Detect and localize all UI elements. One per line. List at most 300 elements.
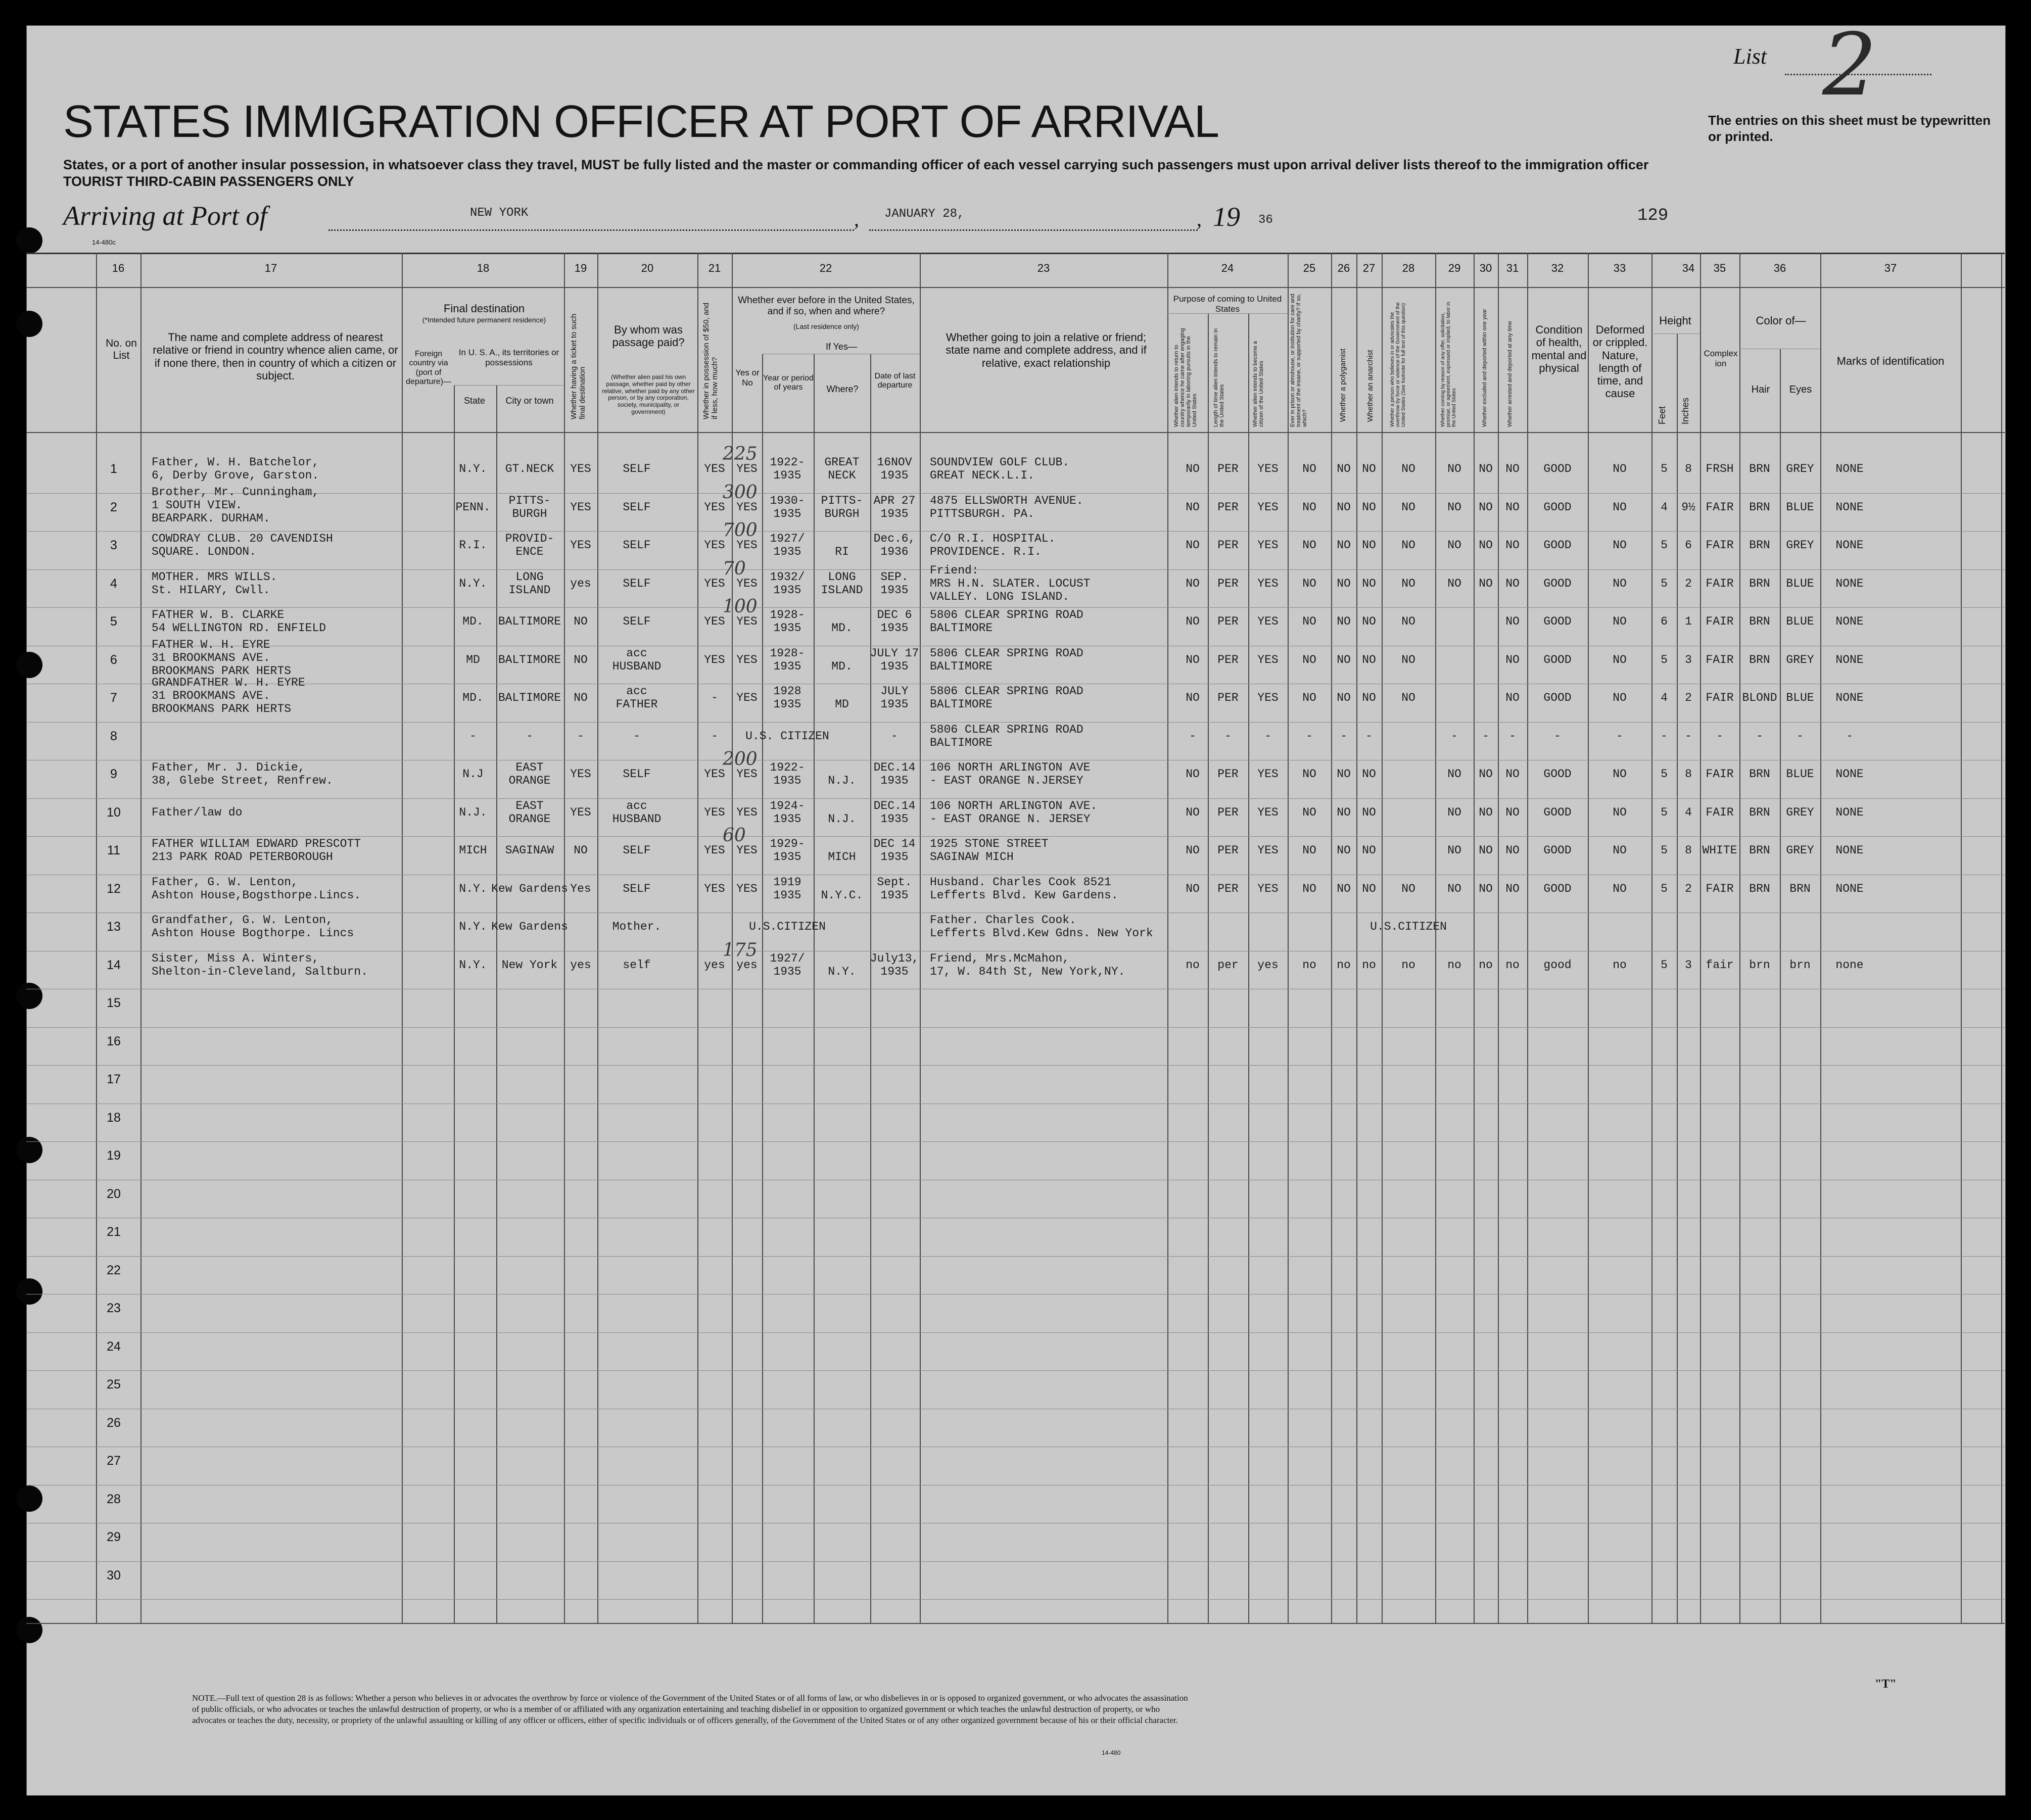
cell-join: PITTSBURGH. PA. xyxy=(930,507,1035,520)
cell-join: MRS H.N. SLATER. LOCUST xyxy=(930,577,1091,590)
cell-feet: 5 xyxy=(1661,959,1668,972)
cell-departure: DEC.14 xyxy=(873,761,916,774)
header-eyes: Eyes xyxy=(1789,384,1812,395)
cell-years: 1922- xyxy=(770,456,805,469)
cell-citizen: YES xyxy=(1257,501,1279,514)
cell-q31: NO xyxy=(1505,462,1520,475)
cell-relative: Shelton-in-Cleveland, Saltburn. xyxy=(152,965,368,978)
cell-departure: JULY 17 xyxy=(870,647,919,660)
handwritten-amount: 70 xyxy=(723,558,746,579)
cell-return: NO xyxy=(1186,615,1200,628)
cell-relative: MOTHER. MRS WILLS. xyxy=(152,570,277,584)
footer-form-code: 14-480 xyxy=(1102,1749,1121,1756)
cell-join: PROVIDENCE. R.I. xyxy=(930,545,1042,558)
cell-city: BALTIMORE xyxy=(498,691,561,704)
cell-departure: 1935 xyxy=(880,774,909,787)
cell-departure: 1935 xyxy=(880,965,909,978)
cell-state: N.Y. xyxy=(459,577,487,590)
cell-state: MD xyxy=(466,653,480,666)
cell-health: GOOD xyxy=(1543,539,1572,552)
cell-relative: BROOKMANS PARK HERTS xyxy=(152,664,292,678)
cell-deformed: NO xyxy=(1613,501,1627,514)
header-ticket: Whether having a ticket to such final destination xyxy=(570,313,587,419)
header-deformed: Deformed or crippled. Nature, length of time, and cause xyxy=(1592,323,1648,400)
cell-q31: - xyxy=(1509,730,1516,743)
row-rule xyxy=(26,1332,2005,1333)
punch-hole xyxy=(16,1137,42,1163)
cell-departure: 1935 xyxy=(880,469,909,482)
cell-before: YES xyxy=(736,806,758,819)
cell-q28: NO xyxy=(1401,577,1415,590)
header-if-yes: If Yes— xyxy=(825,342,858,352)
cell-marks: NONE xyxy=(1835,806,1864,819)
cell-join: 106 NORTH ARLINGTON AVE. xyxy=(930,799,1098,812)
header-return-intent: Whether alien intends to return to country whence he came after engaging temporarily in laboring pursuits in the United States xyxy=(1173,328,1198,427)
punch-hole xyxy=(16,311,42,337)
punch-hole xyxy=(16,227,42,254)
cell-prison: NO xyxy=(1302,501,1316,514)
row-number: 18 xyxy=(107,1110,121,1125)
cell-q29: NO xyxy=(1447,577,1461,590)
cell-q28: U.S.CITIZEN xyxy=(1370,920,1447,933)
cell-marks: NONE xyxy=(1835,768,1864,781)
column-number: 36 xyxy=(1773,262,1786,274)
cell-paid: SELF xyxy=(623,539,651,552)
cell-paid: SELF xyxy=(623,882,651,895)
row-number: 1 xyxy=(110,462,117,476)
arrival-date: JANUARY 28, xyxy=(884,207,965,221)
cell-q28: NO xyxy=(1401,653,1415,666)
cell-q31: NO xyxy=(1505,768,1520,781)
cell-inches: 9½ xyxy=(1681,501,1695,514)
punch-hole xyxy=(16,652,42,678)
cell-q31: NO xyxy=(1505,691,1520,704)
column-rule xyxy=(1356,253,1357,1623)
column-rule xyxy=(1288,253,1289,1623)
cell-eyes: GREY xyxy=(1786,844,1814,857)
cell-money: YES xyxy=(704,577,725,590)
cell-return: NO xyxy=(1186,539,1200,552)
row-rule xyxy=(1167,313,1288,314)
cell-years: 1935 xyxy=(773,965,801,978)
cell-money: - xyxy=(711,691,718,704)
cell-length: PER xyxy=(1217,577,1239,590)
column-rule xyxy=(564,253,565,1623)
cell-inches: 1 xyxy=(1685,615,1692,628)
cell-return: NO xyxy=(1186,768,1200,781)
column-number: 20 xyxy=(641,262,654,274)
list-label: List xyxy=(1733,44,1767,69)
cell-prison: NO xyxy=(1302,615,1316,628)
cell-complexion: fair xyxy=(1706,959,1734,972)
cell-money: YES xyxy=(704,844,725,857)
cell-where: N.Y.C. xyxy=(821,889,863,902)
cell-where: MD. xyxy=(831,660,853,673)
cell-complexion: WHITE xyxy=(1702,844,1737,857)
row-rule xyxy=(26,1623,2005,1624)
column-number: 16 xyxy=(112,262,125,274)
cell-hair: BRN xyxy=(1749,882,1770,895)
cell-q31: no xyxy=(1505,959,1520,972)
header-question-28: Whether a person who believes in or advocates the overthrow by force or violence of the Government of the United States (See footnote for full text of this question) xyxy=(1390,302,1406,427)
cell-polygamist: NO xyxy=(1337,691,1351,704)
cell-join: Lefferts Blvd.Kew Gdns. New York xyxy=(930,927,1153,940)
cell-departure: 1936 xyxy=(880,545,909,558)
row-number: 6 xyxy=(110,652,117,667)
cell-complexion: - xyxy=(1716,730,1723,743)
cell-citizen: YES xyxy=(1257,882,1279,895)
cell-polygamist: no xyxy=(1337,959,1351,972)
cell-before: YES xyxy=(736,539,758,552)
cell-q30: NO xyxy=(1479,882,1493,895)
cell-years: 1935 xyxy=(773,660,801,673)
column-rule xyxy=(1700,253,1701,1623)
cell-citizen: YES xyxy=(1257,539,1279,552)
cell-citizen: YES xyxy=(1257,768,1279,781)
header-year: Year or period of years xyxy=(763,374,814,392)
cell-where: N.Y. xyxy=(828,965,856,978)
cell-polygamist: NO xyxy=(1337,653,1351,666)
cell-q31: NO xyxy=(1505,615,1520,628)
cell-join: SOUNDVIEW GOLF CLUB. xyxy=(930,456,1070,469)
row-rule xyxy=(26,493,2005,494)
cell-join: BALTIMORE xyxy=(930,660,993,673)
column-number: 28 xyxy=(1402,262,1415,274)
header-foreign-country: Foreign country via (port of departure)— xyxy=(406,350,451,387)
header-inches: Inches xyxy=(1680,397,1690,424)
cell-departure: 1935 xyxy=(880,507,909,520)
cell-inches: - xyxy=(1685,730,1692,743)
row-number: 23 xyxy=(107,1301,121,1315)
cell-citizen: YES xyxy=(1257,615,1279,628)
cell-paid: SELF xyxy=(623,768,651,781)
column-rule xyxy=(402,253,403,1623)
column-number: 32 xyxy=(1551,262,1564,274)
cell-q28: NO xyxy=(1401,882,1415,895)
row-number: 8 xyxy=(110,729,117,743)
cell-return: NO xyxy=(1186,844,1200,857)
row-number: 7 xyxy=(110,691,117,705)
cell-join: BALTIMORE xyxy=(930,698,993,711)
row-rule xyxy=(26,1485,2005,1486)
cell-where: GREAT xyxy=(824,456,860,469)
row-rule xyxy=(26,1141,2005,1142)
cell-prison: NO xyxy=(1302,539,1316,552)
cell-ticket: NO xyxy=(574,844,588,857)
cell-departure: July13, xyxy=(870,952,919,965)
cell-before: YES xyxy=(736,501,758,514)
cell-length: PER xyxy=(1217,615,1239,628)
cell-hair: BRN xyxy=(1749,615,1770,628)
cell-relative: 1 SOUTH VIEW. xyxy=(152,499,243,512)
header-polygamist: Whether a polygamist xyxy=(1339,348,1347,422)
cell-money: YES xyxy=(704,882,725,895)
column-rule xyxy=(1651,253,1652,1623)
cell-polygamist: NO xyxy=(1337,615,1351,628)
cell-inches: 8 xyxy=(1685,844,1692,857)
cell-q28: NO xyxy=(1401,691,1415,704)
column-number: 23 xyxy=(1037,262,1050,274)
cell-ticket: NO xyxy=(574,615,588,628)
header-where: Where? xyxy=(826,384,859,394)
row-number: 17 xyxy=(107,1072,121,1086)
cell-inches: 4 xyxy=(1685,806,1692,819)
row-rule xyxy=(26,836,2005,837)
cell-hair: BRN xyxy=(1749,653,1770,666)
cell-anarchist: NO xyxy=(1362,691,1376,704)
cell-inches: 2 xyxy=(1685,691,1692,704)
cell-paid: SELF xyxy=(623,577,651,590)
cell-money: YES xyxy=(704,501,725,514)
cell-q31: NO xyxy=(1505,882,1520,895)
cell-relative: 38, Glebe Street, Renfrew. xyxy=(152,774,333,787)
cell-money: YES xyxy=(704,653,725,666)
header-city: City or town xyxy=(505,396,554,406)
cell-years: U.S.CITIZEN xyxy=(749,920,826,933)
cell-anarchist: NO xyxy=(1362,615,1376,628)
cell-deformed: NO xyxy=(1613,882,1627,895)
cell-hair: BLOND xyxy=(1742,691,1777,704)
cell-citizen: YES xyxy=(1257,577,1279,590)
cell-join: SAGINAW MICH xyxy=(930,850,1014,864)
cell-join: BALTIMORE xyxy=(930,621,993,635)
cell-years: 1928- xyxy=(770,647,805,660)
row-number: 14 xyxy=(107,957,121,972)
cell-q31: NO xyxy=(1505,539,1520,552)
cell-anarchist: NO xyxy=(1362,653,1376,666)
cell-ticket: YES xyxy=(570,462,591,475)
header-passage-paid-sub: (Whether alien paid his own passage, whether paid by other relative, whether paid by any other person, or by any corporation, society, municipality, or government) xyxy=(602,373,695,415)
cell-citizen: YES xyxy=(1257,806,1279,819)
cell-length: PER xyxy=(1217,768,1239,781)
cell-relative: BEARPARK. DURHAM. xyxy=(152,512,270,525)
cell-departure: Dec.6, xyxy=(873,532,916,545)
header-money: Whether in possession of $50, and if less, how much? xyxy=(702,303,719,419)
cell-prison: NO xyxy=(1302,577,1316,590)
cell-join: Friend, Mrs.McMahon, xyxy=(930,952,1070,965)
header-feet: Feet xyxy=(1657,406,1667,424)
cell-join: 1925 STONE STREET xyxy=(930,837,1049,850)
header-question-29: Whether coming by reason of any offer, solicitation, promise, or agreement, expressed or implied, to labor in the United States xyxy=(1440,302,1457,427)
handwritten-amount: 300 xyxy=(723,482,758,503)
row-number: 24 xyxy=(107,1339,121,1354)
cell-join: 5806 CLEAR SPRING ROAD xyxy=(930,685,1083,698)
cell-hair: BRN xyxy=(1749,768,1770,781)
cell-join: 5806 CLEAR SPRING ROAD xyxy=(930,647,1083,660)
cell-inches: 2 xyxy=(1685,577,1692,590)
cell-q31: NO xyxy=(1505,501,1520,514)
cell-eyes: BLUE xyxy=(1786,501,1814,514)
cell-state: N.J. xyxy=(459,806,487,819)
cell-city: Kew Gardens xyxy=(491,882,568,895)
cell-q30: NO xyxy=(1479,539,1493,552)
cell-before: YES xyxy=(736,844,758,857)
cell-join: 4875 ELLSWORTH AVENUE. xyxy=(930,494,1083,507)
cell-q29: NO xyxy=(1447,844,1461,857)
cell-length: PER xyxy=(1217,882,1239,895)
cell-join: Friend: xyxy=(930,564,979,577)
cell-length: per xyxy=(1217,959,1239,972)
cell-paid: SELF xyxy=(623,501,651,514)
header-health: Condition of health, mental and physical xyxy=(1531,323,1587,374)
header-state: State xyxy=(463,396,486,406)
cell-relative: 31 BROOKMANS AVE. xyxy=(152,651,270,664)
cell-years: 1935 xyxy=(773,812,801,826)
column-rule xyxy=(762,354,763,1623)
cell-before: YES xyxy=(736,615,758,628)
cell-eyes: BLUE xyxy=(1786,768,1814,781)
column-rule xyxy=(1435,253,1436,1623)
column-rule xyxy=(140,253,141,1623)
cell-prison: NO xyxy=(1302,653,1316,666)
cell-years: 1935 xyxy=(773,584,801,597)
cell-ticket: yes xyxy=(570,959,591,972)
handwritten-amount: 100 xyxy=(723,596,758,617)
cell-health: - xyxy=(1554,730,1561,743)
corner-mark: "T" xyxy=(1875,1678,1897,1691)
cell-anarchist: no xyxy=(1362,959,1376,972)
cell-marks: NONE xyxy=(1835,691,1864,704)
cell-prison: NO xyxy=(1302,844,1316,857)
header-hair: Hair xyxy=(1751,384,1770,395)
subtitle-line-1: States, or a port of another insular possession, in whatsoever class they travel, MUST be fully listed and the master or commanding officer of each vessel carrying such passengers must upon arrival deliver lists thereof to the immigration officer xyxy=(63,157,1649,172)
cell-complexion: FRSH xyxy=(1706,462,1734,475)
cell-q28: NO xyxy=(1401,462,1415,475)
cell-length: PER xyxy=(1217,462,1239,475)
cell-feet: 5 xyxy=(1661,806,1668,819)
row-number: 19 xyxy=(107,1148,121,1163)
cell-join: GREAT NECK.L.I. xyxy=(930,469,1035,482)
cell-years: 1927/ xyxy=(770,532,805,545)
cell-length: PER xyxy=(1217,806,1239,819)
column-rule xyxy=(597,253,598,1623)
header-join-relative: Whether going to join a relative or friend; state name and complete address, and if relative, exact relationship xyxy=(946,331,1147,369)
cell-citizen: YES xyxy=(1257,653,1279,666)
row-number: 4 xyxy=(110,576,117,591)
cell-hair: BRN xyxy=(1749,462,1770,475)
row-number: 30 xyxy=(107,1568,121,1583)
cell-before: YES xyxy=(736,462,758,475)
cell-paid: HUSBAND xyxy=(612,660,662,673)
column-rule xyxy=(920,253,921,1623)
header-color: Color of— xyxy=(1756,314,1806,327)
cell-return: NO xyxy=(1186,653,1200,666)
cell-years: U.S. CITIZEN xyxy=(745,730,829,743)
cell-money: YES xyxy=(704,539,725,552)
cell-city: - xyxy=(526,730,533,743)
row-rule xyxy=(26,1065,2005,1066)
row-number: 12 xyxy=(107,881,121,896)
cell-length: - xyxy=(1224,730,1232,743)
cell-q28: no xyxy=(1401,959,1415,972)
row-rule xyxy=(26,722,2005,723)
row-number: 20 xyxy=(107,1186,121,1201)
row-rule xyxy=(1651,333,1700,334)
cell-where: MICH xyxy=(828,850,856,864)
cell-length: PER xyxy=(1217,501,1239,514)
cell-q31: NO xyxy=(1505,806,1520,819)
column-number: 30 xyxy=(1479,262,1492,274)
cell-years: 1935 xyxy=(773,469,801,482)
cell-return: NO xyxy=(1186,691,1200,704)
cell-ticket: YES xyxy=(570,806,591,819)
cell-where: N.J. xyxy=(828,812,856,826)
cell-before: YES xyxy=(736,768,758,781)
cell-anarchist: NO xyxy=(1362,768,1376,781)
cell-health: GOOD xyxy=(1543,615,1572,628)
cell-length: PER xyxy=(1217,844,1239,857)
cell-anarchist: NO xyxy=(1362,844,1376,857)
cell-where: PITTS- xyxy=(821,494,863,507)
cell-state: N.J xyxy=(462,768,484,781)
cell-complexion: FAIR xyxy=(1706,691,1734,704)
column-rule xyxy=(1382,253,1383,1623)
cell-eyes: GREY xyxy=(1786,462,1814,475)
cell-join: Lefferts Blvd. Kew Gardens. xyxy=(930,889,1118,902)
cell-years: 1935 xyxy=(773,545,801,558)
cell-return: no xyxy=(1186,959,1200,972)
row-number: 26 xyxy=(107,1415,121,1430)
cell-q30: no xyxy=(1479,959,1493,972)
cell-return: - xyxy=(1189,730,1196,743)
header-citizen-intent: Whether alien intends to become a citizen of the United States xyxy=(1252,341,1265,427)
cell-money: yes xyxy=(704,959,725,972)
subtitle xyxy=(63,157,1648,190)
cell-paid: SELF xyxy=(623,462,651,475)
cell-relative: Father, W. H. Batchelor, xyxy=(152,456,319,469)
page-title: STATES IMMIGRATION OFFICER AT PORT OF ARRIVAL xyxy=(63,97,1219,147)
row-number: 2 xyxy=(110,500,117,514)
cell-state: R.I. xyxy=(459,539,487,552)
row-number: 15 xyxy=(107,996,121,1010)
cell-inches: 8 xyxy=(1685,768,1692,781)
row-rule xyxy=(26,432,2005,433)
subtitle-line-2: TOURIST THIRD-CABIN PASSENGERS ONLY xyxy=(63,174,354,189)
column-rule xyxy=(96,253,97,1623)
cell-prison: - xyxy=(1306,730,1313,743)
cell-q29: NO xyxy=(1447,539,1461,552)
cell-polygamist: NO xyxy=(1337,844,1351,857)
handwritten-amount: 200 xyxy=(723,749,758,770)
cell-citizen: YES xyxy=(1257,844,1279,857)
cell-polygamist: NO xyxy=(1337,806,1351,819)
cell-health: GOOD xyxy=(1543,462,1572,475)
cell-q31: NO xyxy=(1505,653,1520,666)
cell-health: GOOD xyxy=(1543,768,1572,781)
cell-polygamist: NO xyxy=(1337,768,1351,781)
cell-before: YES xyxy=(736,577,758,590)
cell-prison: NO xyxy=(1302,691,1316,704)
column-number: 31 xyxy=(1506,262,1519,274)
row-rule xyxy=(26,1294,2005,1295)
column-rule xyxy=(1527,253,1528,1623)
cell-health: GOOD xyxy=(1543,501,1572,514)
cell-where: LONG xyxy=(828,570,856,584)
header-in-usa: In U. S. A., its territories or possessions xyxy=(458,348,559,367)
cell-years: 1935 xyxy=(773,889,801,902)
column-number: 17 xyxy=(264,262,277,274)
cell-paid: - xyxy=(633,730,640,743)
cell-relative: BROOKMANS PARK HERTS xyxy=(152,702,292,715)
cell-relative: St. HILARY, Cwll. xyxy=(152,584,270,597)
cell-eyes: BLUE xyxy=(1786,691,1814,704)
cell-prison: NO xyxy=(1302,806,1316,819)
header-relative: The name and complete address of nearest relative or friend in country whence alien came, or if none there, then in country of which a citizen or subject. xyxy=(153,331,398,382)
cell-departure: APR 27 xyxy=(873,494,916,507)
header-passage-paid: By whom was passage paid? xyxy=(612,323,685,349)
cell-feet: 5 xyxy=(1661,462,1668,475)
cell-join: - EAST ORANGE N. JERSEY xyxy=(930,812,1091,826)
